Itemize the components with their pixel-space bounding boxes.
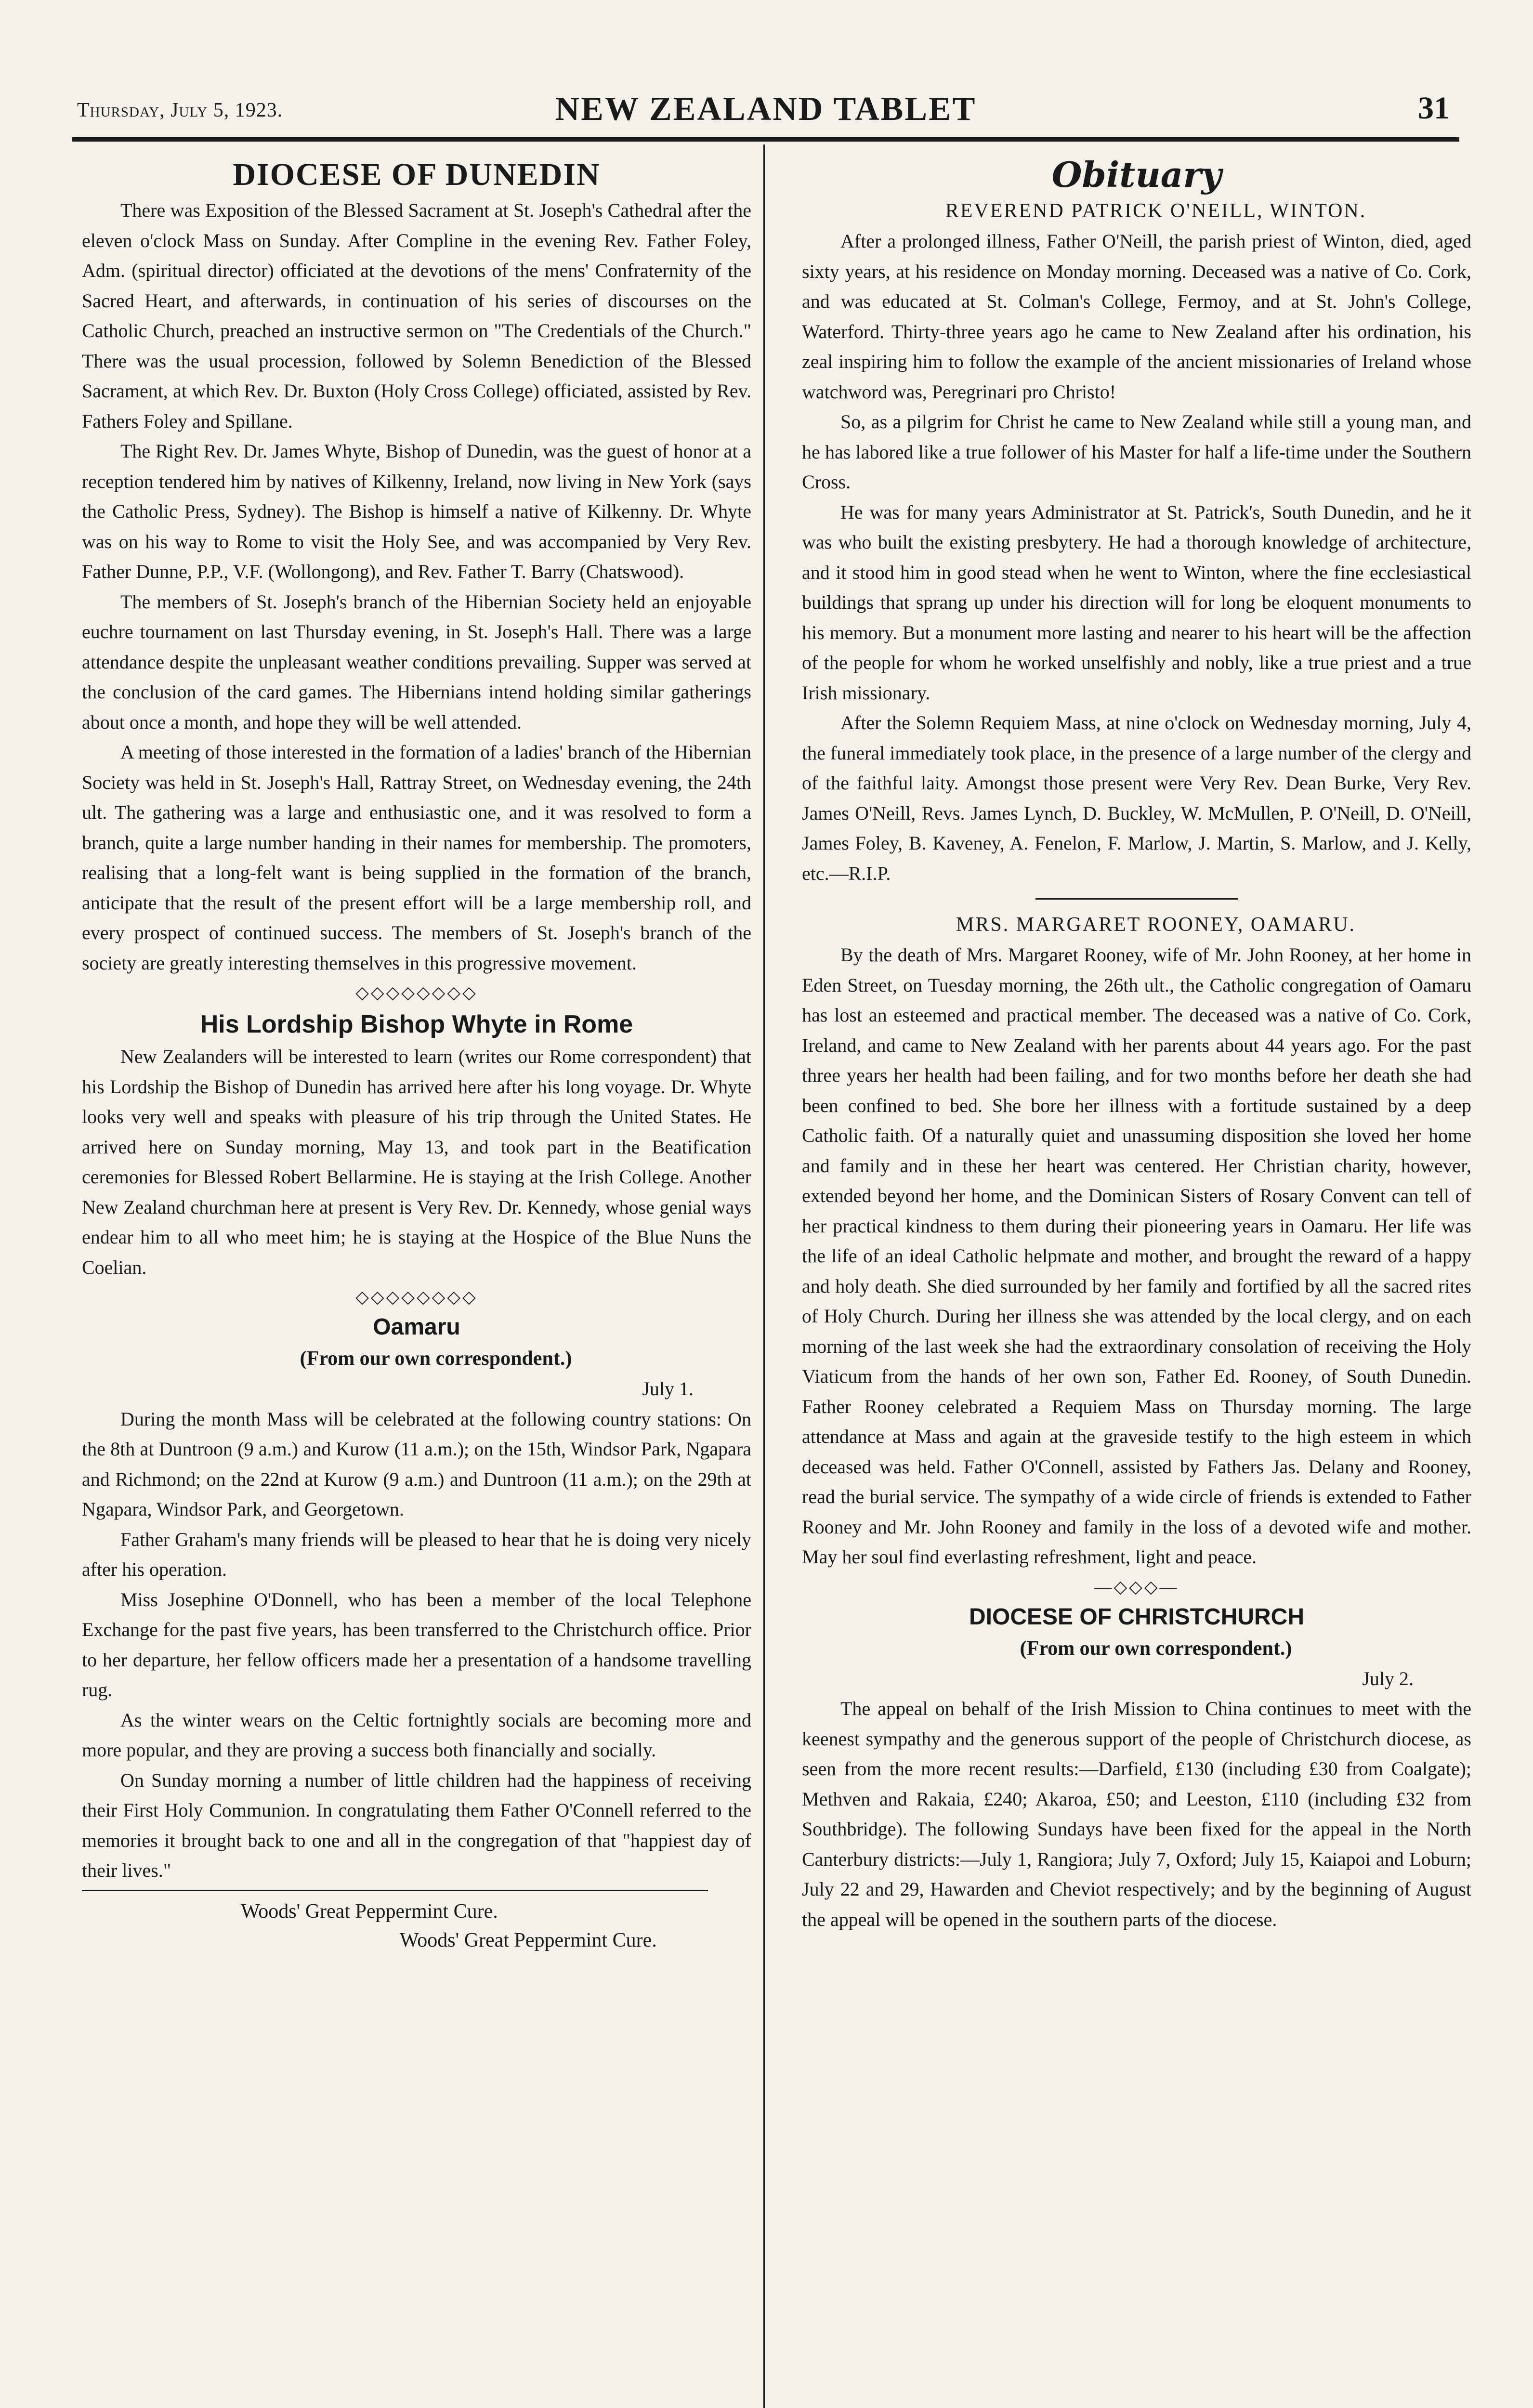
column-divider: [763, 144, 765, 2408]
dunedin-heading: DIOCESE OF DUNEDIN: [233, 157, 601, 192]
masthead-rule: [72, 137, 1459, 142]
dunedin-article: [82, 154, 751, 978]
oamaru-paragraph-3: Miss Josephine O'Donnell, who has been a member of the local Telephone Exchange for the past five years, has been transferred to the Christchurch office. Prior to her departure, her fellow officers made her a presentation of a handsome travelling rug.: [82, 1588, 751, 1701]
advert-line-1: Woods' Great Peppermint Cure.: [241, 1900, 498, 1923]
whyte-paragraph-1: New Zealanders will be interested to learn (writes our Rome correspondent) that his Lordship the Bishop of Dunedin has arrived here after his long voyage. Dr. Whyte looks very well and speaks with pleasure of his trip through the United States. He arrived here on Sunday morning, May 13, and took part in the Beatification ceremonies for Blessed Robert Bellarmine. He is staying at the Irish College. Another New Zealand churchman here at present is Very Rev. Dr. Kennedy, whose genial ways endear him to all who meet him; he is staying at the Hospice of the Blue Nuns the Coelian.: [82, 1046, 751, 1278]
obituary-divider: [1035, 898, 1238, 900]
obituary-heading: Obituary: [1051, 154, 1222, 195]
whyte-heading: His Lordship Bishop Whyte in Rome: [200, 1010, 633, 1038]
christchurch-subheading: (From our own correspondent.): [1020, 1637, 1292, 1660]
advert-rule: [82, 1890, 708, 1891]
christchurch-paragraph-1: The appeal on behalf of the Irish Mission to China continues to meet with the keenest sympathy and the generous support of the people of Christchurch diocese, as seen from the more recent results:—Darfield, £130 (including £30 from Coalgate); Methven and Rakaia, £240; Akaroa, £50; and Leeston, £110 (including £32 from Southbridge). The following Sundays have been fixed for the appeal in the North Canterbury districts:—July 1, Rangiora; July 7, Oxford; July 15, Kaiapoi and Loburn; July 22 and 29, Hawarden and Cheviot respectively; and by the beginning of August the appeal will be opened in the southern parts of the diocese.: [802, 1698, 1471, 1930]
oneill-title: REVEREND PATRICK O'NEILL, WINTON.: [945, 200, 1367, 222]
dunedin-paragraph-4: A meeting of those interested in the formation of a ladies' branch of the Hibernian Society was held in St. Joseph's Hall, Rattray Street, on Wednesday evening, the 24th ult. The gathering was a large and enthusiastic one, and it was resolved to form a branch, quite a large number handing in their names for membership. The promoters, realising that a long-felt want is being supplied in the formation of the branch, anticipate that the result of the present effort will be a large membership roll, and every prospect of continued success. The members of St. Joseph's branch of the society are greatly interesting themselves in this progressive movement.: [82, 741, 751, 974]
dunedin-paragraph-2: The Right Rev. Dr. James Whyte, Bishop of Dunedin, was the guest of honor at a reception tendered him by natives of Kilkenny, Ireland, now living in New York (says the Catholic Press, Sydney). The Bishop is himself a native of Kilkenny. Dr. Whyte was on his way to Rome to visit the Holy See, and was accompanied by Very Rev. Father Dunne, P.P., V.F. (Wollongong), and Rev. Father T. Barry (Chatswood).: [82, 440, 751, 582]
oneill-paragraph-2: So, as a pilgrim for Christ he came to New Zealand while still a young man, and he has labored like a true follower of his Master for half a life-time under the Southern Cross.: [802, 411, 1471, 493]
oamaru-subheading: (From our own correspondent.): [300, 1348, 572, 1370]
ornament-divider: ◇◇◇◇◇◇◇◇: [355, 1287, 478, 1307]
rooney-paragraph-1: By the death of Mrs. Margaret Rooney, wife of Mr. John Rooney, at her home in Eden Street, on Tuesday morning, the 26th ult., the Catholic congregation of Oamaru has lost an esteemed and practical member. The deceased was a native of Co. Cork, Ireland, and came to New Zealand with her parents about 44 years ago. For the past three years her health had been failing, and for two months before her death she had been confined to bed. She bore her illness with a fortitude sustained by a deep Catholic faith. Of a naturally quiet and unassuming disposition she loved her home and family and in these her heart was centered. Her Christian charity, however, extended beyond her home, and the Dominican Sisters of Rosary Convent can tell of her practical kindness to them during their pioneering years in Oamaru. Her life was the life of an ideal Catholic helpmate and mother, and brought the reward of a happy and holy death. She died surrounded by her family and fortified by all the sacred rites of Holy Church. During her illness she was attended by the local clergy, and on each morning of the last week she had the extraordinary consolation of receiving the Holy Viaticum from the hands of her own son, Father Ed. Rooney, of South Dunedin. Father Rooney celebrated a Requiem Mass on Thursday morning. The large attendance at Mass and again at the graveside testify to the high esteem in which deceased was held. Father O'Connell, assisted by Fathers Jas. Delany and Rooney, read the burial service. The sympathy of a wide circle of friends is extended to Father Rooney and Mr. John Rooney and family in the loss of a devoted wife and mother. May her soul find everlasting refreshment, light and peace.: [802, 944, 1471, 1568]
christchurch-heading: DIOCESE OF CHRISTCHURCH: [969, 1604, 1305, 1630]
obituary-section: [802, 154, 1471, 1572]
oamaru-paragraph-2: Father Graham's many friends will be pleased to hear that he is doing very nicely after his operation.: [82, 1528, 751, 1580]
dunedin-paragraph-1: There was Exposition of the Blessed Sacrament at St. Joseph's Cathedral after the eleven o'clock Mass on Sunday. After Compline in the evening Rev. Father Foley, Adm. (spiritual director) officiated at the devotions of the mens' Confraternity of the Sacred Heart, and afterwards, in continuation of his series of discourses on the Catholic Church, preached an instructive sermon on "The Credentials of the Church." There was the usual procession, followed by Solemn Benediction of the Blessed Sacrament, at which Rev. Dr. Buxton (Holy Cross College) officiated, assisted by Rev. Fathers Foley and Spillane.: [82, 199, 751, 432]
masthead: [72, 84, 1459, 137]
oneill-paragraph-3: He was for many years Administrator at St. Patrick's, South Dunedin, and he it was who built the existing presbytery. He had a thorough knowledge of architecture, and it stood him in good stead when he went to Winton, where the fine ecclesiastical buildings that sprang up under his direction will for long be eloquent monuments to his memory. But a monument more lasting and nearer to his heart will be the affection of the people for whom he worked unselfishly and nobly, like a true priest and a true Irish missionary.: [802, 501, 1471, 704]
advert-line-2: Woods' Great Peppermint Cure.: [400, 1929, 657, 1951]
issue-date: Thursday, July 5, 1923.: [77, 99, 283, 121]
publication-title: NEW ZEALAND TABLET: [555, 91, 977, 128]
oamaru-article: [82, 1311, 751, 1886]
ornament-divider: —◇◇◇—: [1094, 1577, 1179, 1597]
right-column: [802, 154, 1471, 1935]
oamaru-paragraph-4: As the winter wears on the Celtic fortnightly socials are becoming more and more popular, and they are proving a success both financially and socially.: [82, 1709, 751, 1761]
oneill-paragraph-4: After the Solemn Requiem Mass, at nine o'clock on Wednesday morning, July 4, the funeral immediately took place, in the presence of a large number of the clergy and of the faithful laity. Amongst those present were Very Rev. Dean Burke, Very Rev. James O'Neill, Revs. James Lynch, D. Buckley, W. McMullen, P. O'Neill, D. O'Neill, James Foley, B. Kaveney, A. Fenelon, F. Marlow, J. Martin, S. Marlow, and J. Kelly, etc.—R.I.P.: [802, 712, 1471, 884]
christchurch-dateline: July 2.: [1362, 1667, 1414, 1689]
oamaru-dateline: July 1.: [642, 1378, 694, 1400]
peppermint-advert: [82, 1897, 751, 1955]
christchurch-article: [802, 1601, 1471, 1935]
dunedin-paragraph-3: The members of St. Joseph's branch of the Hibernian Society held an enjoyable euchre tournament on last Thursday evening, in St. Joseph's Hall. There was a large attendance despite the unpleasant weather conditions prevailing. Supper was served at the conclusion of the card games. The Hibernians intend holding similar gatherings about once a month, and hope they will be well attended.: [82, 590, 751, 733]
oneill-paragraph-1: After a prolonged illness, Father O'Neill, the parish priest of Winton, died, aged sixty years, at his residence on Monday morning. Deceased was a native of Co. Cork, and was educated at St. Colman's College, Fermoy, and at St. John's College, Waterford. Thirty-three years ago he came to New Zealand after his ordination, his zeal inspiring him to follow the example of the ancient missionaries of Ireland whose watchword was, Peregrinari pro Christo!: [802, 230, 1471, 403]
left-column: [82, 154, 751, 1955]
whyte-article: [82, 1007, 751, 1283]
rooney-title: MRS. MARGARET ROONEY, OAMARU.: [956, 914, 1356, 936]
page-number: 31: [1418, 91, 1450, 126]
oamaru-heading: Oamaru: [373, 1314, 460, 1340]
oamaru-paragraph-5: On Sunday morning a number of little children had the happiness of receiving their First Holy Communion. In congratulating them Father O'Connell referred to the memories it brought back to one and all in the congregation of that "happiest day of their lives.": [82, 1769, 751, 1881]
ornament-divider: ◇◇◇◇◇◇◇◇: [355, 983, 478, 1002]
oamaru-paragraph-1: During the month Mass will be celebrated at the following country stations: On the 8th at Duntroon (9 a.m.) and Kurow (11 a.m.); on the 15th, Windsor Park, Ngapara and Richmond; on the 22nd at Kurow (9 a.m.) and Duntroon (11 a.m.); on the 29th at Ngapara, Windsor Park, and Georgetown.: [82, 1408, 751, 1520]
